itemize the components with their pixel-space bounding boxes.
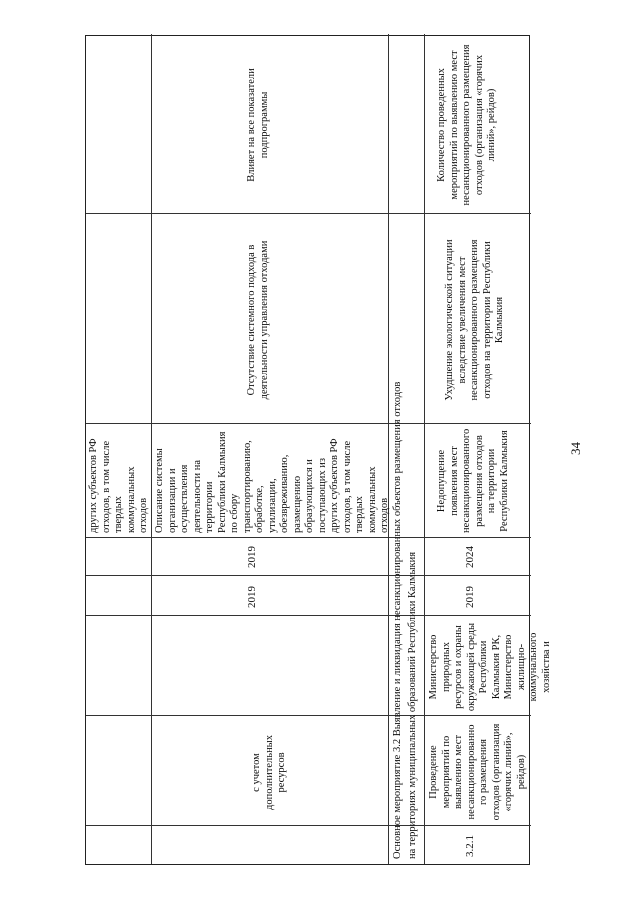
resources-label: с учетом дополнительных ресурсов bbox=[251, 735, 287, 811]
expected-result: Описание системы организации и осуществления деятельности на территории Республики Калмыкия по сбору транспортированию, обработке, утилизации, обезвреживанию, размещению образующихся и поступающих из других субъектов РФ отходов, в том числе твердых коммунальных отходов bbox=[154, 431, 390, 533]
rotated-table bbox=[85, 35, 552, 865]
col-divider bbox=[86, 825, 531, 826]
activity-name: Проведение мероприятий по выявлению мест несанкционированно го размещения отходов (организация «горячих линий», рейдов) bbox=[428, 723, 527, 821]
section-header-line2: на территориях муниципальных образований Республики Калмыкия bbox=[407, 551, 418, 859]
page-number: 34 bbox=[568, 442, 583, 455]
row-number: 3.2.1 bbox=[464, 835, 476, 857]
end-year: 2024 bbox=[464, 546, 476, 568]
indicator: Влияет на все показатели подпрограммы bbox=[246, 68, 270, 182]
col-divider bbox=[86, 575, 531, 576]
row-divider bbox=[424, 34, 425, 864]
indicator: Количество проведенных мероприятий по выявлению мест несанкционированного размещения отходов (организация «горячих линий», рейдов) bbox=[436, 44, 497, 206]
col-divider bbox=[86, 423, 531, 424]
start-year: 2019 bbox=[464, 586, 476, 608]
section-header-line1: Основное мероприятие 3.2 Выявление и ликвидация несанкционированных объектов размещения отходов bbox=[392, 381, 403, 859]
section-header bbox=[389, 39, 421, 861]
result-continued: других субъектов РФ отходов, в том числе твердых коммунальных отходов bbox=[88, 438, 149, 533]
col-divider bbox=[86, 213, 531, 214]
consequence: Ухудшение экологической ситуации вследствие увеличения мест несанкционированного размещения отходов на территории Республики Калмыкия bbox=[444, 239, 505, 401]
executor: Министерство природных ресурсов и охраны окружающей среды Республики Калмыкия РК, Министерство жилищно-коммунального хозяйства и bbox=[428, 622, 552, 712]
consequence: Отсутствие системного подхода в деятельности управления отходами bbox=[246, 240, 270, 400]
end-year: 2019 bbox=[246, 546, 258, 568]
expected-result: Недопущение появления мест несанкционированного размещения отходов на территории Республики Калмыкия bbox=[436, 428, 510, 533]
start-year: 2019 bbox=[246, 586, 258, 608]
col-divider bbox=[86, 537, 531, 538]
col-divider bbox=[86, 715, 531, 716]
col-divider bbox=[86, 615, 531, 616]
